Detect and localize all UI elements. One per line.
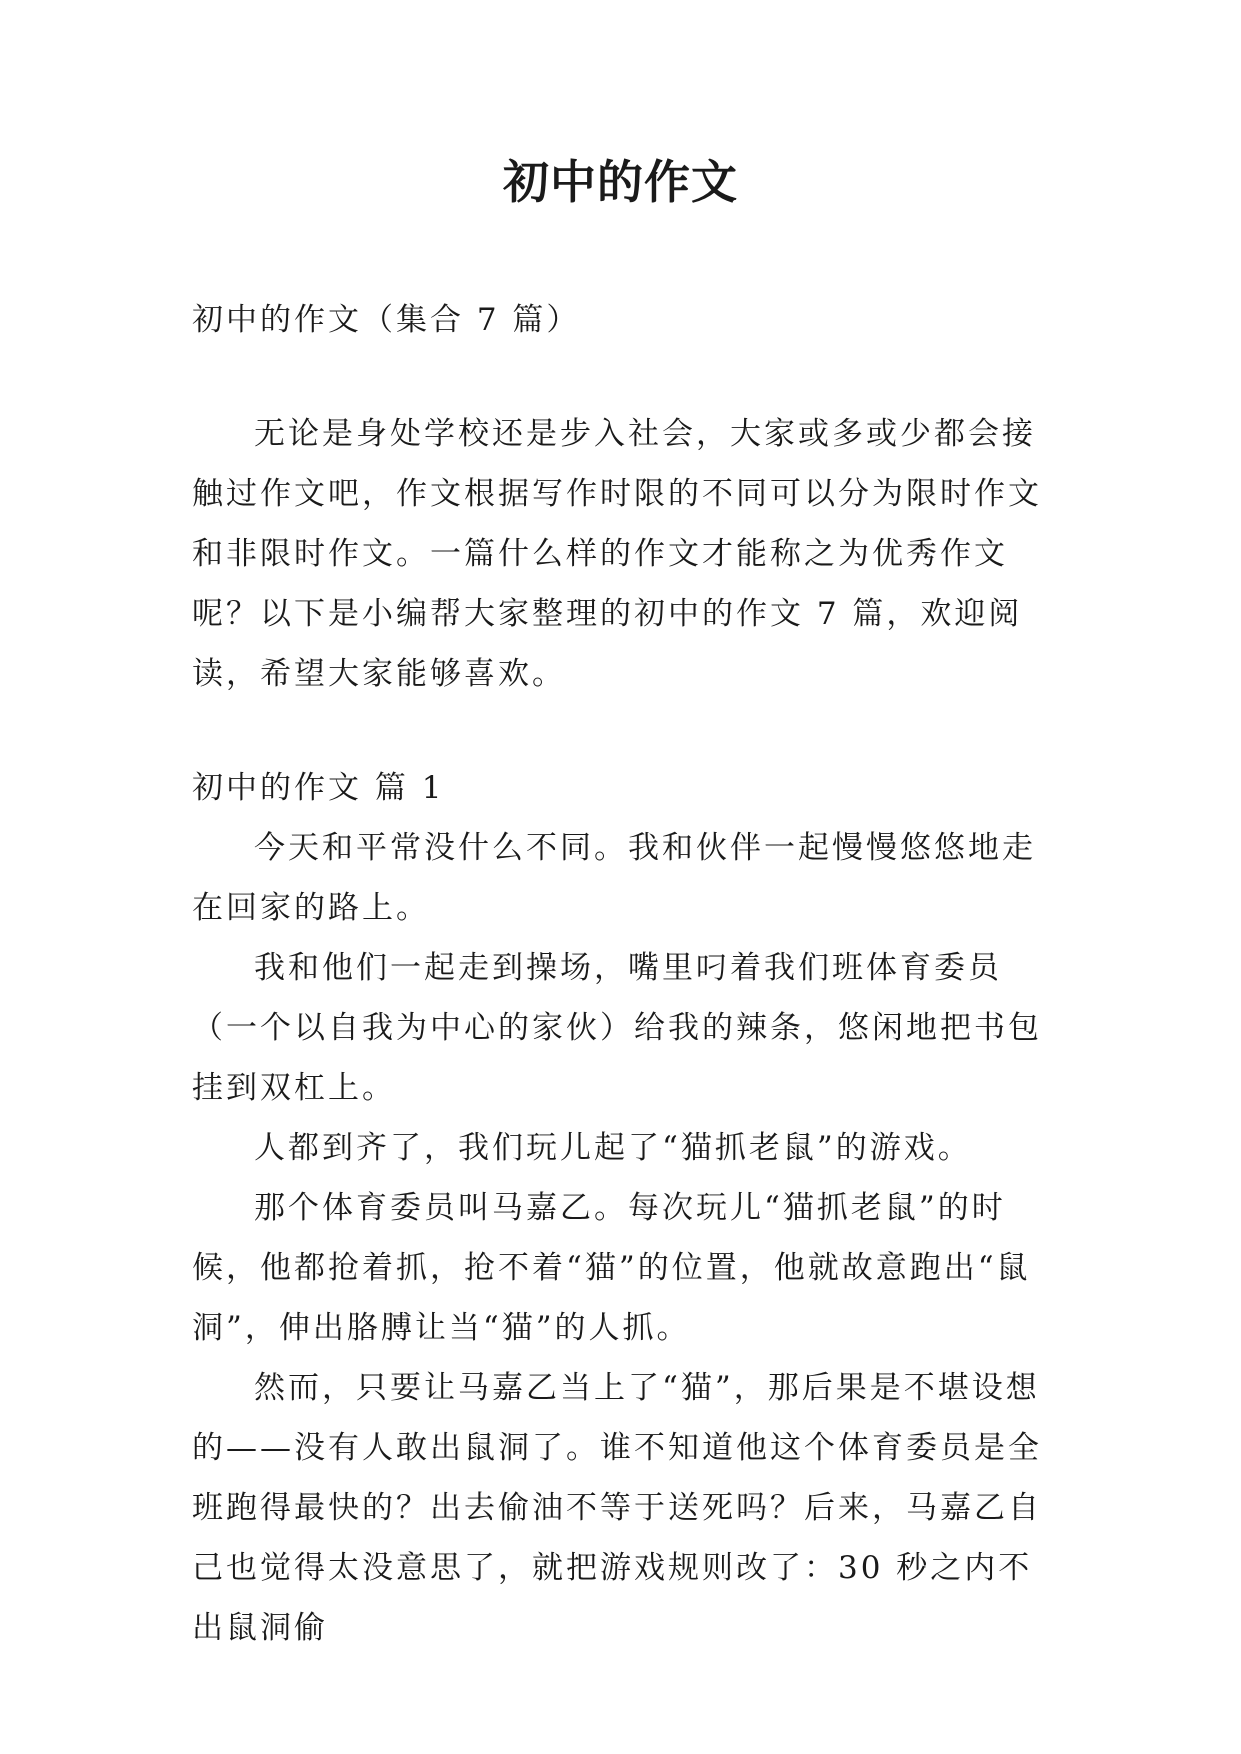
section-heading: 初中的作文 篇 1 <box>192 770 445 806</box>
paragraph: 然而，只要让马嘉乙当上了“猫”，那后果是不堪设想的——没有人敢出鼠洞了。谁不知道他这个体育委员是全班跑得最快的？出去偷油不等于送死吗？后来，马嘉乙自己也觉得太没意思了，就把游戏规则改了：30 秒之内不出鼠洞偷 <box>192 1370 1042 1646</box>
paragraph: 那个体育委员叫马嘉乙。每次玩儿“猫抓老鼠”的时候，他都抢着抓，抢不着“猫”的位置，他就故意跑出“鼠洞”，伸出胳膊让当“猫”的人抓。 <box>192 1190 1031 1346</box>
paragraph: 我和他们一起走到操场，嘴里叼着我们班体育委员（一个以自我为中心的家伙）给我的辣条，悠闲地把书包挂到双杠上。 <box>192 950 1042 1106</box>
paragraph: 今天和平常没什么不同。我和伙伴一起慢慢悠悠地走在回家的路上。 <box>192 830 1036 926</box>
document-body <box>192 290 1058 1658</box>
paragraph: 人都到齐了，我们玩儿起了“猫抓老鼠”的游戏。 <box>254 1130 972 1166</box>
document-title: 初中的作文 <box>503 155 738 209</box>
document-subtitle: 初中的作文（集合 7 篇） <box>192 302 581 338</box>
intro-paragraph: 无论是身处学校还是步入社会，大家或多或少都会接触过作文吧，作文根据写作时限的不同可以分为限时作文和非限时作文。一篇什么样的作文才能称之为优秀作文呢？以下是小编帮大家整理的初中的作文 7 篇，欢迎阅读，希望大家能够喜欢。 <box>192 416 1042 692</box>
